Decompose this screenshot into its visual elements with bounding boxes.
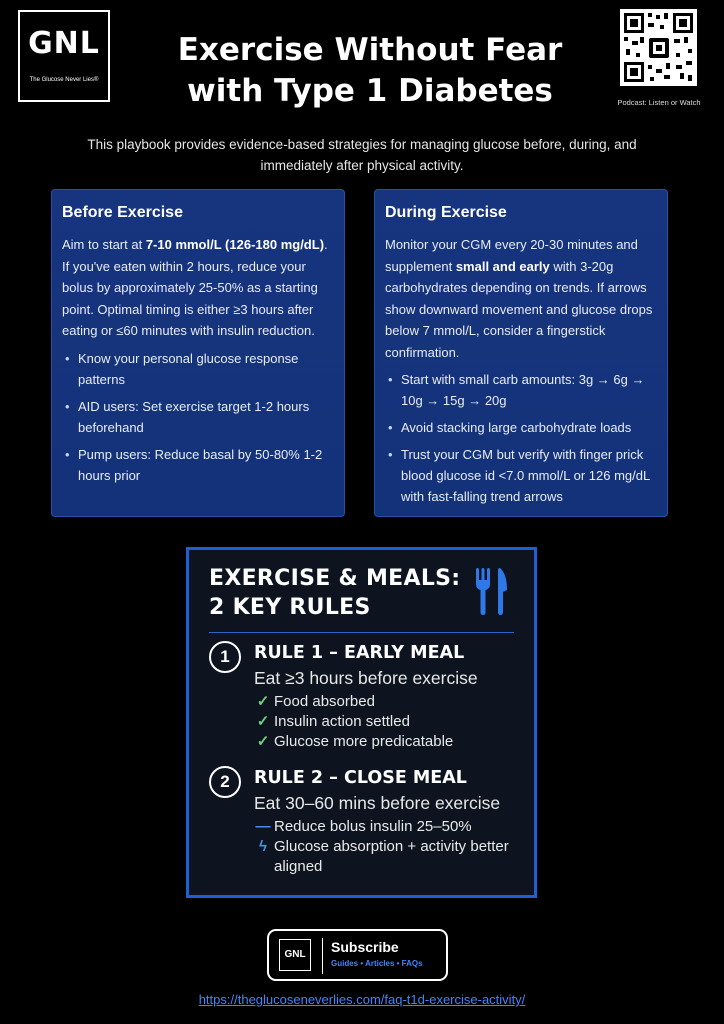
- before-p1-rest: . If you've eaten within 2 hours, reduce your bolus by approximately 25-50% as a starting point. Optimal timing is either ≥3 hours after eating or ≤60 minutes with insulin reduction.: [62, 237, 328, 338]
- list-item: • Trust your CGM but verify with finger prick blood glucose id <7.0 mmol/L or 126 mg/dL with fast-falling trend arrows: [385, 444, 657, 507]
- list-item: [254, 817, 514, 837]
- fork-knife-icon: [474, 568, 508, 616]
- rule-1-subtitle: Eat ≥3 hours before exercise: [254, 668, 478, 688]
- during-paragraph: [385, 234, 657, 363]
- before-p1: Aim to start at: [62, 237, 146, 252]
- rule-2-title: RULE 2 – CLOSE MEAL: [254, 768, 467, 788]
- rules-heading-line-1: EXERCISE & MEALS:: [209, 566, 461, 591]
- gnl-logo: [18, 10, 110, 102]
- during-p1: Monitor your CGM every 20-30 minutes and supplement: [385, 237, 638, 274]
- list-item: • AID users: Set exercise target 1-2 hours beforehand: [62, 396, 334, 438]
- during-heading: During Exercise: [385, 204, 507, 221]
- title-line-1: Exercise Without Fear: [177, 32, 563, 68]
- dash-icon: —: [255, 818, 271, 835]
- before-p1-bold: 7-10 mmol/L (126-180 mg/dL): [145, 237, 325, 252]
- subscribe-divider: [322, 938, 323, 974]
- before-paragraph: [62, 234, 334, 342]
- list-item: • Pump users: Reduce basal by 50-80% 1-2 hours prior: [62, 444, 334, 486]
- list-item: • Know your personal glucose response patterns: [62, 348, 334, 390]
- key-rules-panel: [186, 547, 537, 898]
- list-item: [254, 692, 514, 712]
- rule-1-item-label: Food absorbed: [274, 693, 375, 710]
- intro-text: This playbook provides evidence-based strategies for managing glucose before, during, and immediately after physical activity.: [87, 137, 637, 173]
- checkmark-icon: ✓: [256, 713, 270, 730]
- qr-code-icon[interactable]: [620, 9, 697, 86]
- rule-1-item-label: Glucose more predicatable: [274, 733, 454, 750]
- during-exercise-card: [374, 189, 668, 517]
- during-p1-bold: small and early: [455, 258, 550, 274]
- before-heading: Before Exercise: [62, 204, 183, 221]
- before-exercise-card: [51, 189, 345, 517]
- rules-heading-line-2: 2 KEY RULES: [209, 595, 371, 620]
- checkmark-icon: ✓: [256, 733, 270, 750]
- before-bullet-list: [62, 348, 334, 486]
- list-item: [254, 837, 514, 877]
- rule-1-item-label: Insulin action settled: [274, 713, 410, 730]
- rule-1-number-badge: 1: [209, 641, 241, 673]
- title-line-2: with Type 1 Diabetes: [187, 73, 553, 109]
- subscribe-links: Guides • Articles • FAQs: [331, 959, 423, 968]
- rules-divider: [209, 632, 514, 633]
- logo-tagline: The Glucose Never Lies®: [29, 77, 99, 83]
- faq-link[interactable]: https://theglucoseneverlies.com/faq-t1d-exercise-activity/: [198, 992, 526, 1007]
- subscribe-logo: GNL: [279, 939, 311, 971]
- logo-text: GNL: [28, 26, 100, 61]
- rules-heading: [209, 564, 514, 622]
- rule-2-item-label: Glucose absorption + activity better aligned: [274, 838, 509, 875]
- list-item: [254, 712, 514, 732]
- qr-caption: Podcast: Listen or Watch: [617, 98, 701, 107]
- rule-1-title: RULE 1 – EARLY MEAL: [254, 643, 465, 663]
- page-title: [130, 30, 610, 112]
- checkmark-icon: ✓: [256, 693, 270, 710]
- rule-2-item-label: Reduce bolus insulin 25–50%: [274, 818, 472, 835]
- rule-2: [209, 766, 514, 877]
- rule-2-number-badge: 2: [209, 766, 241, 798]
- subscribe-button[interactable]: [267, 929, 448, 981]
- subscribe-title: Subscribe: [331, 939, 399, 955]
- during-bullet-list: [385, 369, 657, 507]
- list-item: • Avoid stacking large carbohydrate loads: [385, 417, 657, 438]
- rule-2-subtitle: Eat 30–60 mins before exercise: [254, 793, 501, 813]
- rule-1: [209, 641, 514, 752]
- list-item: • Start with small carb amounts: 3g → 6g → 10g → 15g → 20g: [385, 369, 657, 411]
- during-p1-rest: with 3-20g carbohydrates depending on trends. If arrows show downward movement and glucose drops below 7 mmol/L, consider a fingerstick confirmation.: [385, 258, 653, 360]
- list-item: [254, 732, 514, 752]
- lightning-bolt-icon: ϟ: [259, 838, 267, 855]
